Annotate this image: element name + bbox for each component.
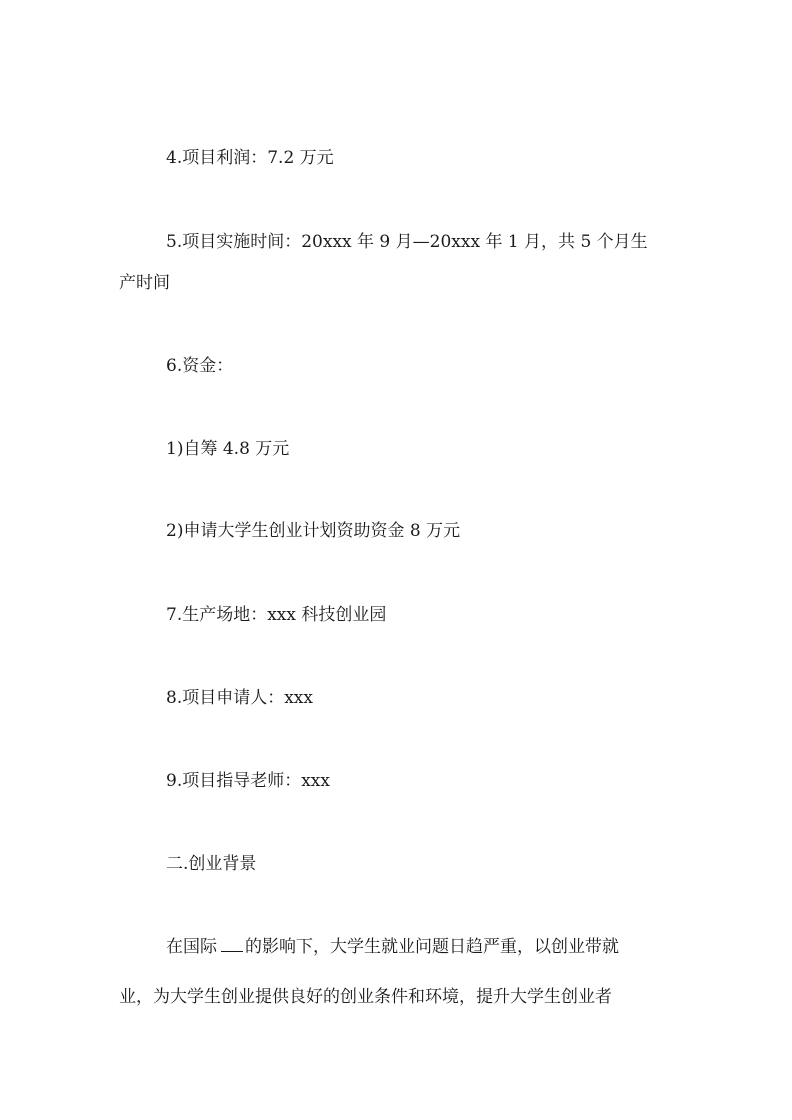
section-heading-background: 二.创业背景: [166, 854, 257, 874]
blank-underline: [221, 937, 243, 952]
paragraph-text-start: 在国际: [166, 937, 217, 957]
item-production-site: 7.生产场地：xxx 科技创业园: [166, 605, 387, 625]
item-implementation-time: 5.项目实施时间：20xxx 年 9 月—20xxx 年 1 月，共 5 个月生: [166, 232, 648, 252]
funding-self-raised: 1)自筹 4.8 万元: [166, 439, 290, 459]
item-implementation-time-continued: 产时间: [119, 273, 170, 293]
item-project-profit: 4.项目利润：7.2 万元: [166, 148, 334, 168]
item-funding: 6.资金：: [166, 356, 234, 376]
background-paragraph-line-2: 业，为大学生创业提供良好的创业条件和环境，提升大学生创业者: [119, 987, 612, 1007]
funding-grant-application: 2)申请大学生创业计划资助资金 8 万元: [166, 521, 461, 541]
paragraph-text-rest: 的影响下，大学生就业问题日趋严重，以创业带就: [245, 937, 619, 957]
background-paragraph-line-1: [166, 936, 619, 958]
item-project-advisor: 9.项目指导老师：xxx: [166, 771, 330, 791]
item-project-applicant: 8.项目申请人：xxx: [166, 688, 313, 708]
